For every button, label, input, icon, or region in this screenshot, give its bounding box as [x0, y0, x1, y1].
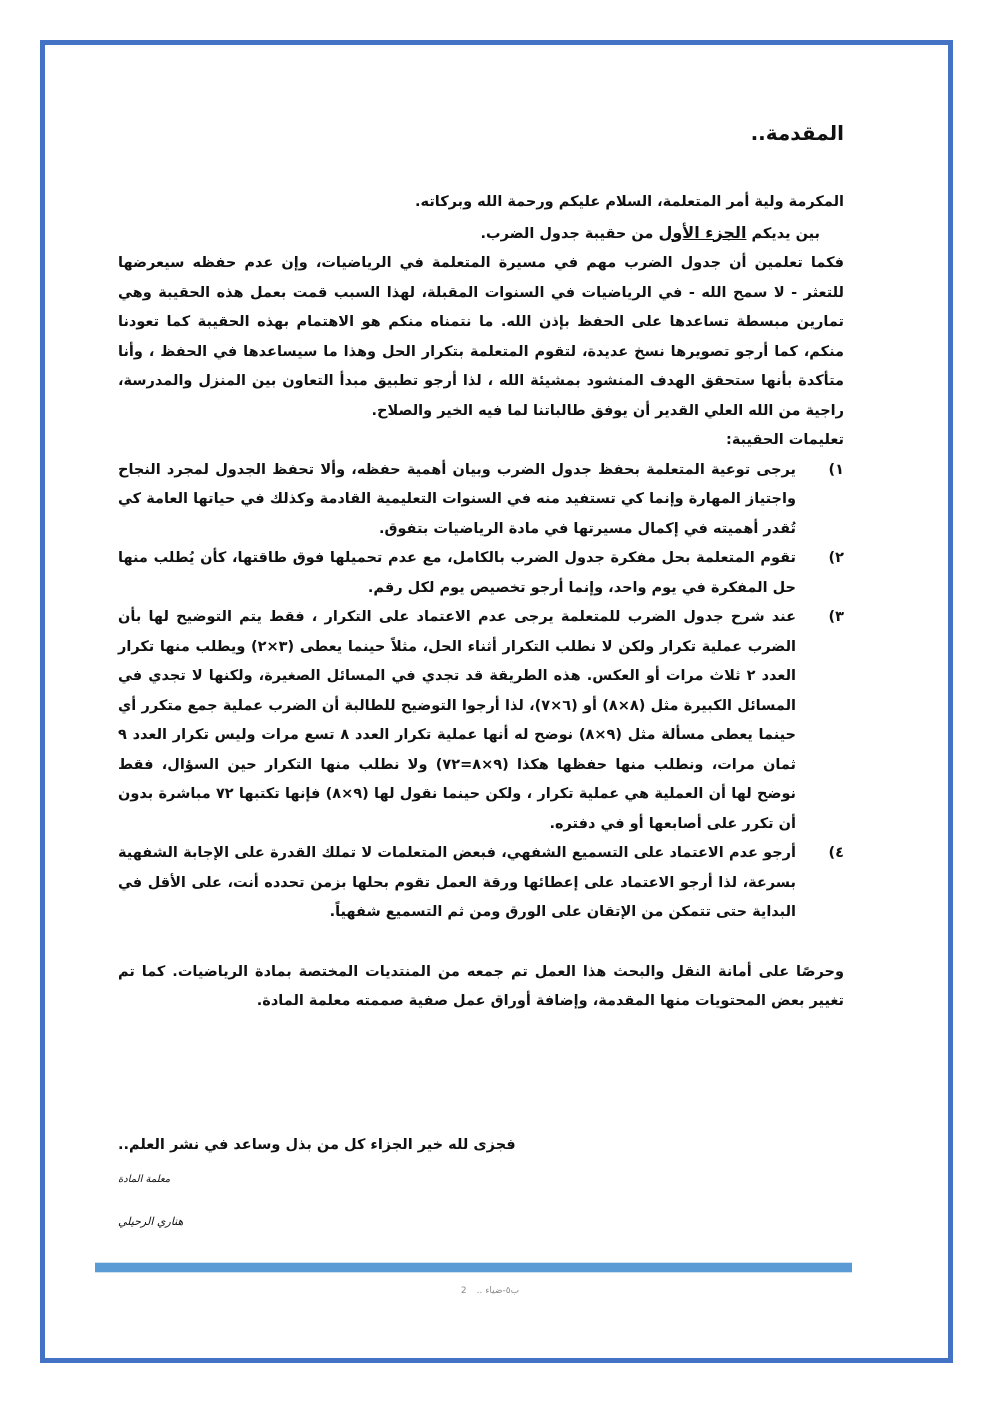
intro-emphasis: الجزء الأول [658, 222, 747, 242]
instruction-text: تقوم المتعلمة بحل مفكرة جدول الضرب بالكامل، مع عدم تحميلها فوق طاقتها، كأن يُطلب منها حل المفكرة في يوم واحد، وإنما أرجو تخصيص يوم لكل رقم. [118, 550, 796, 596]
page-footer [440, 1286, 540, 1296]
instruction-item [118, 603, 844, 839]
instruction-text: أرجو عدم الاعتماد على التسميع الشفهي، فبعض المتعلمات لا تملك القدرة على الإجابة الشفهية بسرعة، لذا أرجو الاعتماد على إعطائها ورقة العمل تقوم بحلها بزمن تحدده أنت، على الأقل في البداية حتى تتمكن من الإتقان على الورق ومن ثم التسميع شفهياً. [118, 845, 796, 920]
instruction-number: ١) [828, 461, 844, 478]
instruction-item [118, 544, 844, 603]
page-title: المقدمة.. [750, 121, 844, 145]
instruction-number: ٣) [828, 609, 844, 625]
closing-line: فجزى لله خير الجزاء كل من بذل وساعد في نشر العلم.. [118, 1137, 516, 1153]
instruction-text: عند شرح جدول الضرب للمتعلمة يرجى عدم الاعتماد على التكرار ، فقط يتم التوضيح لها بأن الضرب عملية تكرار ولكن لا نطلب التكرار أثناء الحل، مثلاً حينما يعطى (٣×٢) ويطلب منها تكرار العدد ٢ ثلاث مرات أو العكس. هذه الطريقة قد تجدي في المسائل الصغيرة، ولكنها لا تجدي في المسائل الكبيرة مثل (٨×٨) أو (٦×٧)، لذا أرجوا التوضيح للطالبة أن الضرب عملية جمع متكرر أي حينما يعطى مسألة مثل (٩×٨) نوضح له أنها عملية تكرار العدد ٨ تسع مرات وليس تكرار العدد ٩ ثمان مرات، ونطلب منها حفظها هكذا (٩×٨=٧٢) ولا نطلب منها التكرار حين السؤال، فقط نوضح لها أن العملية هي عملية تكرار ، ولكن حينما نقول لها (٩×٨) فإنها تكتبها ٧٢ مباشرة بدون أن تكرر على أصابعها أو في دفتره. [118, 609, 797, 832]
instructions-list [118, 456, 844, 928]
body-paragraph: فكما تعلمين أن جدول الضرب مهم في مسيرة المتعلمة في الرياضيات، وإن عدم حفظه سيعرضها للتعثر - لا سمح الله - في الرياضيات في السنوات المقبلة، لهذا السبب قمت بعمل هذه الحقيبة وهي تمارين مبسطة تساعدها على الحفظ بإذن الله. ما نتمناه منكم هو الاهتمام بهذه الحقيبة كما تعودنا منكم، كما أرجو تصويرها نسخ عديدة، لتقوم المتعلمة بتكرار الحل وهذا ما سيساعدها في الحفظ ، وأنا متأكدة بأنها ستحقق الهدف المنشود بمشيئة الله ، لذا أرجو تطبيق مبدأ التعاون بين المنزل والمدرسة، راجية من الله العلي القدير أن يوفق طالباتنا لما فيه الخير والصلاح. [118, 255, 844, 419]
intro-before: بين يديكم [746, 225, 820, 242]
page-number: 2 [460, 1286, 467, 1296]
instructions-heading: تعليمات الحقيبة: [726, 432, 844, 448]
closing-block [118, 1133, 518, 1157]
signature-role: معلمة المادة [118, 1174, 171, 1185]
instruction-text: يرجى توعية المتعلمة بحفظ جدول الضرب وبيان أهمية حفظه، وألا تحفظ الجدول لمجرد النجاح واجتياز المهارة وإنما كي تستفيد منه في السنوات التعليمية القادمة وكذلك في حياتها العامة كي تُقدر أهميته في إكمال مسيرتها في مادة الرياضيات بتفوق. [118, 461, 796, 537]
footer-label: ب٥-ضياء .. [476, 1286, 520, 1296]
document-body [118, 118, 844, 1017]
instruction-number: ٤) [828, 845, 844, 861]
signature-name: هناري الرحيلي [118, 1215, 184, 1228]
instruction-item [118, 456, 844, 545]
instruction-number: ٢) [828, 550, 844, 566]
footer-divider-bar [95, 1262, 852, 1273]
intro-after: من حقيبة جدول الضرب. [480, 225, 659, 242]
instruction-item [118, 839, 844, 928]
salutation: المكرمة ولية أمر المتعلمة، السلام عليكم ورحمة الله وبركاته. [415, 194, 844, 210]
attribution-note: وحرصًا على أمانة النقل والبحث هذا العمل تم جمعه من المنتديات المختصة بمادة الرياضيات. كما تم تغيير بعض المحتويات منها المقدمة، وإضافة أوراق عمل صفية صممته معلمة المادة. [118, 963, 844, 1009]
intro-line [118, 218, 844, 250]
